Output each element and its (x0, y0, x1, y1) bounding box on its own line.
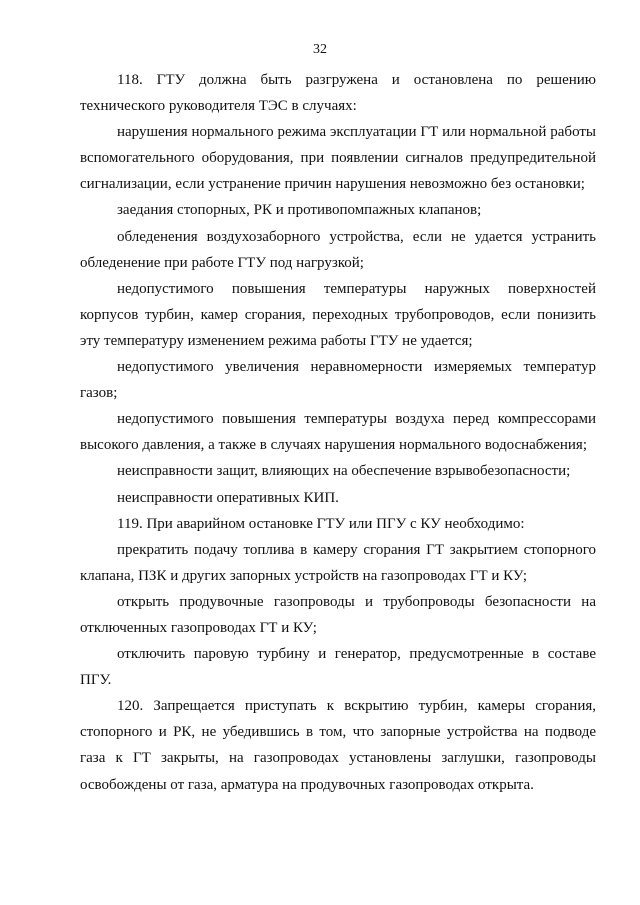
paragraph-118-intro: 118. ГТУ должна быть разгружена и остановлена по решению технического руководителя ТЭС в случаях: (80, 72, 596, 115)
paragraph-valve-jamming: заедания стопорных, РК и противопомпажных клапанов; (117, 202, 482, 219)
paragraph-open-purge: открыть продувочные газопроводы и трубопроводы безопасности на отключенных газопроводах ГТ и КУ; (80, 593, 596, 636)
document-body (80, 67, 596, 798)
paragraph-119-intro: 119. При аварийном остановке ГТУ или ПГУ с КУ необходимо: (117, 515, 525, 532)
paragraph-protection-fault: неисправности защит, влияющих на обеспечение взрывобезопасности; (117, 463, 571, 480)
page-number: 32 (313, 42, 327, 57)
paragraph-icing: обледенения воздухозаборного устройства, если не удается устранить обледенение при работе ГТУ под нагрузкой; (80, 228, 596, 271)
paragraph-air-temperature: недопустимого повышения температуры воздуха перед компрессорами высокого давления, а также в случаях нарушения нормального водоснабжения; (80, 411, 596, 454)
paragraph-disconnect-turbine: отключить паровую турбину и генератор, предусмотренные в составе ПГУ. (80, 646, 596, 689)
paragraph-surface-temperature: недопустимого повышения температуры наружных поверхностей корпусов турбин, камер сгорания, переходных трубопроводов, если понизить эту температуру изменением режима работы ГТУ не удается; (80, 280, 596, 349)
paragraph-120: 120. Запрещается приступать к вскрытию турбин, камеры сгорания, стопорного и РК, не убедившись в том, что запорные устройства на подводе газа к ГТ закрыты, на газопроводах установлены заглушки, газопроводы освобождены от газа, арматура на продувочных газопроводах открыта. (80, 698, 596, 793)
paragraph-kip-fault: неисправности оперативных КИП. (117, 489, 339, 506)
paragraph-temperature-nonuniformity: недопустимого увеличения неравномерности измеряемых температур газов; (80, 359, 596, 402)
paragraph-stop-fuel: прекратить подачу топлива в камеру сгорания ГТ закрытием стопорного клапана, ПЗК и других запорных устройств на газопроводах ГТ и КУ; (80, 541, 596, 584)
paragraph-gt-mode-violation: нарушения нормального режима эксплуатации ГТ или нормальной работы вспомогательного оборудования, при появлении сигналов предупредительной сигнализации, если устранение причин нарушения невозможно без остановки; (80, 124, 596, 193)
